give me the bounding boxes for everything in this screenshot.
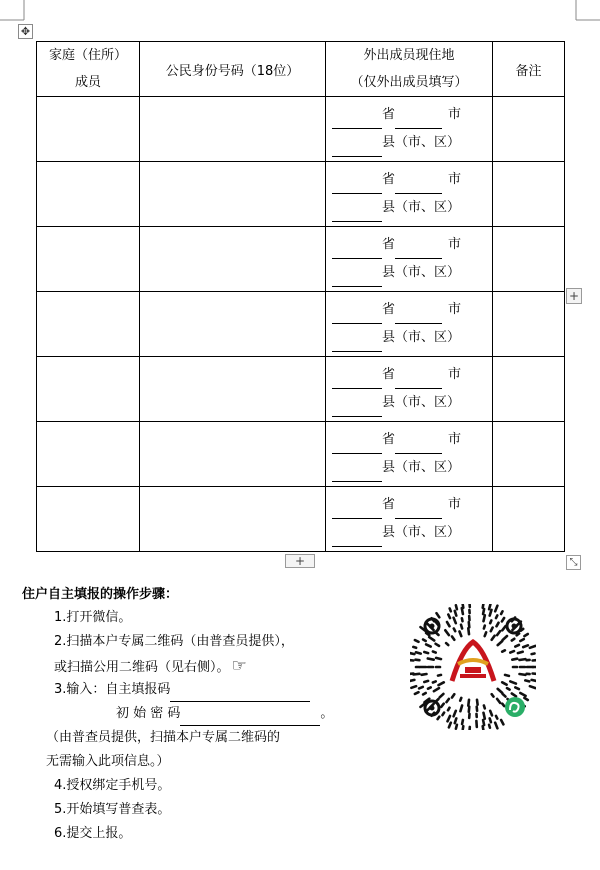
province-label: 省 (382, 432, 396, 447)
province-blank[interactable] (332, 501, 382, 519)
county-label: 县（市、区） (382, 395, 461, 410)
member-name-cell[interactable] (37, 487, 140, 552)
step-1: 1.打开微信。 (54, 610, 132, 625)
province-blank[interactable] (332, 241, 382, 259)
city-label: 市 (448, 497, 462, 512)
table-row (37, 357, 565, 422)
id-number-cell[interactable] (140, 292, 326, 357)
member-name-cell[interactable] (37, 227, 140, 292)
header-location-cell[interactable] (326, 42, 493, 97)
initial-password-field[interactable] (180, 709, 320, 726)
city-blank[interactable] (395, 371, 442, 389)
id-number-cell[interactable] (140, 162, 326, 227)
page-corner-mark-left (0, 0, 30, 26)
header-remarks-cell[interactable]: 备注 (493, 42, 565, 97)
province-city-line (332, 426, 492, 454)
member-name-cell[interactable] (37, 292, 140, 357)
current-location-cell[interactable] (326, 227, 493, 292)
city-blank[interactable] (395, 176, 442, 194)
header-member-line2: 成员 (74, 75, 101, 90)
id-number-cell[interactable] (140, 357, 326, 422)
table-row (37, 162, 565, 227)
province-city-line (332, 166, 492, 194)
step-2-line-2 (54, 654, 402, 678)
current-location-cell[interactable] (326, 162, 493, 227)
current-location-cell[interactable] (326, 487, 493, 552)
province-blank[interactable] (332, 111, 382, 129)
member-name-cell[interactable] (37, 162, 140, 227)
province-city-line (332, 296, 492, 324)
county-blank[interactable] (332, 204, 382, 222)
province-blank[interactable] (332, 436, 382, 454)
remarks-cell[interactable] (493, 162, 565, 227)
step-5: 5.开始填写普查表。 (54, 802, 171, 817)
city-blank[interactable] (395, 501, 442, 519)
province-label: 省 (382, 237, 396, 252)
add-row-button[interactable]: + (285, 554, 315, 568)
city-label: 市 (448, 107, 462, 122)
remarks-cell[interactable] (493, 227, 565, 292)
table-row (37, 422, 565, 487)
header-location-line2: （仅外出成员填写） (350, 75, 468, 90)
county-blank[interactable] (332, 334, 382, 352)
province-label: 省 (382, 497, 396, 512)
city-blank[interactable] (395, 241, 442, 259)
city-label: 市 (448, 367, 462, 382)
header-id-number-cell[interactable]: 公民身份号码（18位） (140, 42, 326, 97)
step-3-note-line-2: 无需输入此项信息。） (46, 754, 170, 769)
step-3-label: 3.输入：自主填报码 (54, 682, 171, 697)
county-line (332, 324, 492, 352)
county-line (332, 389, 492, 417)
mini-program-qr-code (410, 604, 536, 730)
city-blank[interactable] (395, 306, 442, 324)
table-row (37, 487, 565, 552)
id-number-cell[interactable] (140, 227, 326, 292)
current-location-cell[interactable] (326, 357, 493, 422)
remarks-cell[interactable] (493, 487, 565, 552)
city-label: 市 (448, 172, 462, 187)
county-label: 县（市、区） (382, 135, 461, 150)
county-label: 县（市、区） (382, 265, 461, 280)
province-label: 省 (382, 367, 396, 382)
table-row (37, 292, 565, 357)
self-report-code-field[interactable] (170, 685, 310, 702)
step-3-password (116, 702, 402, 726)
county-line (332, 519, 492, 547)
table-row (37, 227, 565, 292)
city-blank[interactable] (395, 436, 442, 454)
id-number-cell[interactable] (140, 97, 326, 162)
table-row (37, 97, 565, 162)
current-location-cell[interactable] (326, 422, 493, 487)
county-blank[interactable] (332, 269, 382, 287)
instructions-title: 住户自主填报的操作步骤： (22, 587, 179, 602)
province-label: 省 (382, 172, 396, 187)
header-location-line1: 外出成员现住地 (363, 48, 455, 63)
province-blank[interactable] (332, 176, 382, 194)
remarks-cell[interactable] (493, 97, 565, 162)
city-label: 市 (448, 302, 462, 317)
province-label: 省 (382, 107, 396, 122)
province-city-line (332, 491, 492, 519)
step-3-note-line-1: （由普查员提供，扫描本户专属二维码的 (46, 730, 281, 745)
step-2-line-1: 2.扫描本户专属二维码（由普查员提供）， (54, 634, 294, 649)
current-location-cell[interactable] (326, 97, 493, 162)
county-line (332, 129, 492, 157)
county-blank[interactable] (332, 464, 382, 482)
step-3-code (54, 678, 402, 702)
step-2-text: 或扫描公用二维码（见右侧）。 (54, 660, 230, 675)
county-blank[interactable] (332, 139, 382, 157)
county-blank[interactable] (332, 399, 382, 417)
city-blank[interactable] (395, 111, 442, 129)
table-header-row (37, 42, 565, 97)
county-line (332, 194, 492, 222)
pointing-hand-icon: ☞ (231, 656, 247, 676)
remarks-cell[interactable] (493, 357, 565, 422)
province-city-line (332, 231, 492, 259)
province-city-line (332, 101, 492, 129)
table-move-handle-icon[interactable]: ✥ (18, 24, 33, 39)
header-member-cell[interactable] (37, 42, 140, 97)
self-report-instructions (22, 584, 402, 846)
id-number-cell[interactable] (140, 422, 326, 487)
province-blank[interactable] (332, 371, 382, 389)
county-label: 县（市、区） (382, 460, 461, 475)
password-label: 初 始 密 码 (116, 706, 181, 721)
page-corner-mark-right (570, 0, 600, 26)
table-resize-handle-icon[interactable]: ⤡ (566, 555, 581, 570)
mini-program-badge-icon (505, 697, 525, 717)
province-label: 省 (382, 302, 396, 317)
member-name-cell[interactable] (37, 97, 140, 162)
province-city-line (332, 361, 492, 389)
county-blank[interactable] (332, 529, 382, 547)
header-member-line1: 家庭（住所） (48, 48, 127, 63)
step-6: 6.提交上报。 (54, 826, 132, 841)
member-name-cell[interactable] (37, 422, 140, 487)
province-blank[interactable] (332, 306, 382, 324)
add-column-button[interactable]: + (566, 288, 582, 304)
member-name-cell[interactable] (37, 357, 140, 422)
county-line (332, 259, 492, 287)
county-label: 县（市、区） (382, 200, 461, 215)
step-4: 4.授权绑定手机号。 (54, 778, 171, 793)
current-location-cell[interactable] (326, 292, 493, 357)
census-member-table (36, 41, 565, 552)
id-number-cell[interactable] (140, 487, 326, 552)
remarks-cell[interactable] (493, 292, 565, 357)
remarks-cell[interactable] (493, 422, 565, 487)
city-label: 市 (448, 237, 462, 252)
city-label: 市 (448, 432, 462, 447)
county-line (332, 454, 492, 482)
county-label: 县（市、区） (382, 525, 461, 540)
county-label: 县（市、区） (382, 330, 461, 345)
password-period: 。 (320, 706, 334, 721)
